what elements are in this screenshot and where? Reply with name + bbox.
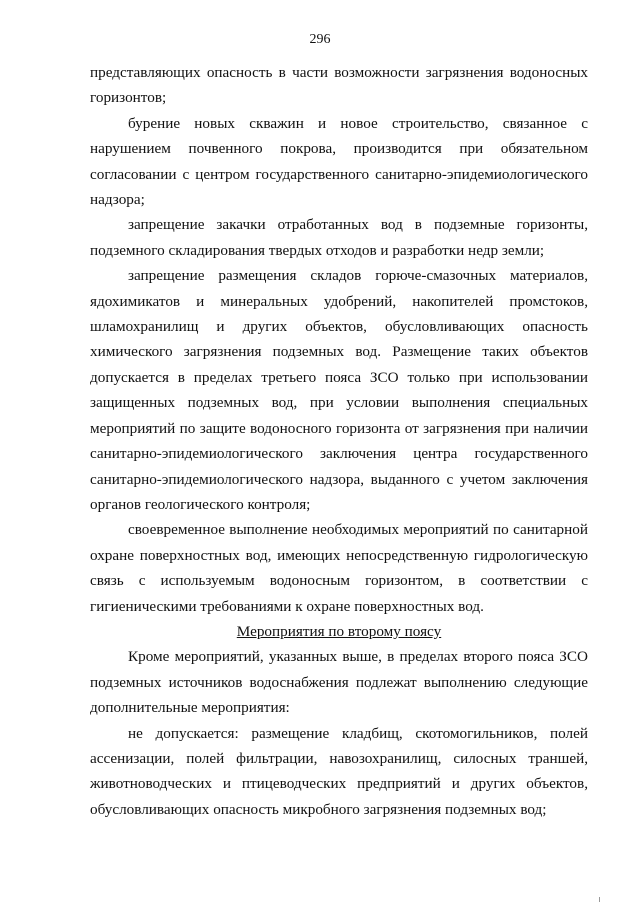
paragraph-continuation: представляющих опасность в части возможности загрязнения водоносных горизонтов; [90, 64, 588, 107]
scan-mark [599, 897, 600, 902]
paragraph-surface-water: своевременное выполнение необходимых мероприятий по санитарной охране поверхностных вод, имеющих непосредственную гидрологическую связь с используемым водоносным горизонтом, в соответствии с гигиеническими требованиями к охране поверхностных вод. [90, 521, 588, 615]
paragraph-storage-ban: запрещение размещения складов горюче-смазочных материалов, ядохимикатов и минеральных удобрений, накопителей промстоков, шламохранилищ и других объектов, обусловливающих опасность химического загрязнения подземных вод. Размещение таких объектов допускается в пределах третьего пояса ЗСО только при использовании защищенных подземных вод, при условии выполнения специальных мероприятий по защите водоносного горизонта от загрязнения при наличии санитарно-эпидемиологического заключения центра государственного санитарно-эпидемиологического надзора, выданного с учетом заключения органов геологического контроля; [90, 267, 588, 513]
paragraph-second-belt: Кроме мероприятий, указанных выше, в пределах второго пояса ЗСО подземных источников водоснабжения подлежат выполнению следующие дополнительные мероприятия: [90, 648, 588, 717]
body-text [90, 60, 588, 822]
paragraph-drilling: бурение новых скважин и новое строительство, связанное с нарушением почвенного покрова, производится при обязательном согласовании с центром государственного санитарно-эпидемиологического надзора; [90, 114, 588, 209]
section-heading: Мероприятия по второму поясу [236, 622, 442, 640]
page-number: 296 [309, 32, 331, 47]
paragraph-injection-ban: запрещение закачки отработанных вод в подземные горизонты, подземного складирования твердых отходов и разработки недр земли; [90, 216, 588, 259]
paragraph-not-allowed: не допускается: размещение кладбищ, скотомогильников, полей ассенизации, полей фильтрации, навозохранилищ, силосных траншей, животноводческих и птицеводческих предприятий и других объектов, обусловливающих опасность микробного загрязнения подземных вод; [90, 724, 588, 818]
